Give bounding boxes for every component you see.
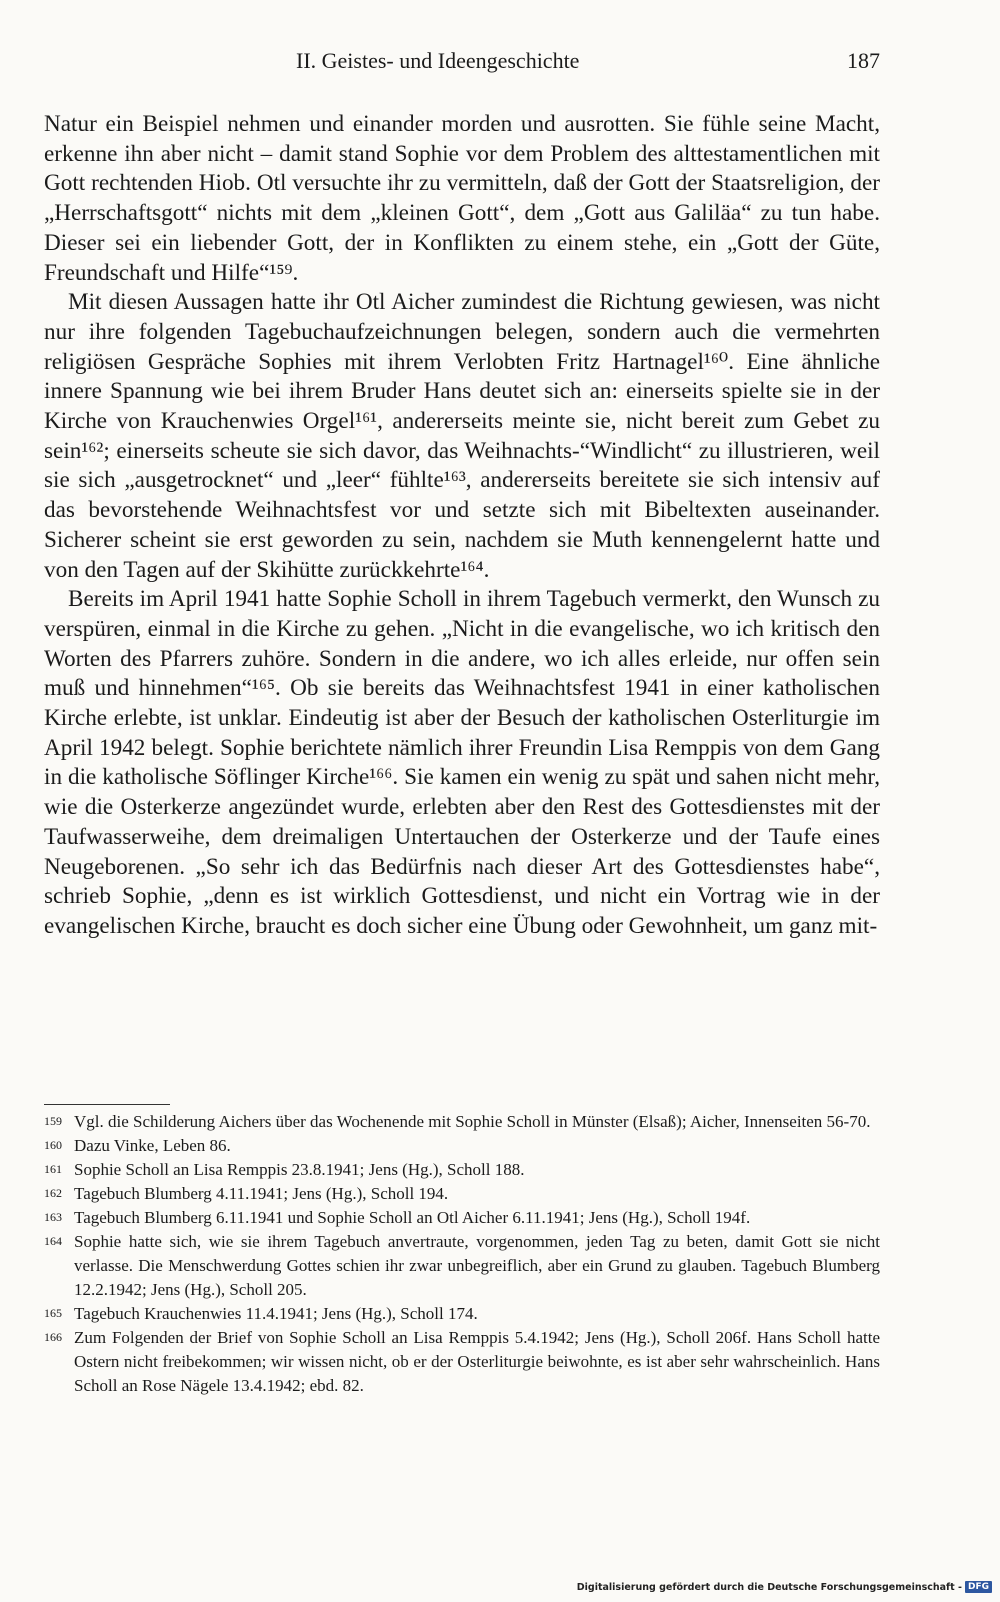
page-header — [44, 48, 880, 82]
footnote-text: Tagebuch Blumberg 4.11.1941; Jens (Hg.), Scholl 194. — [74, 1184, 449, 1203]
footnote-number: 166 — [44, 1330, 62, 1344]
footnote — [44, 1302, 880, 1326]
footnote-text: Dazu Vinke, Leben 86. — [74, 1136, 231, 1155]
footnote — [44, 1230, 880, 1302]
footnote-number: 165 — [44, 1306, 62, 1320]
footnote-text: Tagebuch Krauchenwies 11.4.1941; Jens (Hg.), Scholl 174. — [74, 1304, 478, 1323]
running-head: II. Geistes- und Ideengeschichte — [296, 48, 580, 73]
dfg-logo: DFG — [965, 1581, 992, 1593]
footnote-number: 164 — [44, 1234, 62, 1248]
footnote — [44, 1182, 880, 1206]
footnote — [44, 1206, 880, 1230]
footnote-text: Zum Folgenden der Brief von Sophie Scholl an Lisa Remppis 5.4.1942; Jens (Hg.), Scholl 206f. Hans Scholl hatte Ostern nicht freibekommen; wir wissen nicht, ob er der Osterliturgie beiwohnte, es ist aber sehr wahrscheinlich. Hans Scholl an Rose Nägele 13.4.1942; ebd. 82. — [74, 1328, 880, 1395]
footnote-number: 161 — [44, 1162, 62, 1176]
footnote-text: Sophie hatte sich, wie sie ihrem Tagebuch anvertraute, vorgenommen, jeden Tag zu beten, damit Gott sie nicht verlasse. Die Menschwerdung Gottes schien ihr zwar unbegreiflich, aber ein Grund zu glauben. Tagebuch Blumberg 12.2.1942; Jens (Hg.), Scholl 205. — [74, 1232, 880, 1299]
paragraph: Bereits im April 1941 hatte Sophie Scholl in ihrem Tagebuch vermerkt, den Wunsch zu verspüren, einmal in die Kirche zu gehen. „Nicht in die evangelische, wo ich kritisch den Worten des Pfarrers zuhöre. Sondern in die andere, wo ich alles erleide, nur offen sein muß und hinnehmen“¹⁶⁵. Ob sie bereits das Weihnachtsfest 1941 in einer katholischen Kirche erlebte, ist unklar. Eindeutig ist aber der Besuch der katholischen Osterliturgie im April 1942 belegt. Sophie berichtete nämlich ihrer Freundin Lisa Remppis von dem Gang in die katholische Söflinger Kirche¹⁶⁶. Sie kamen ein wenig zu spät und sahen nicht mehr, wie die Osterkerze angezündet wurde, erlebten aber den Rest des Gottesdienstes mit der Taufwasserweihe, dem dreimaligen Untertauchen der Osterkerze und der Taufe eines Neugeborenen. „So sehr ich das Bedürfnis nach dieser Art des Gottesdienstes habe“, schrieb Sophie, „denn es ist wirklich Gottesdienst, und nicht ein Vortrag wie in der evangelischen Kirche, braucht es doch sicher eine Übung oder Gewohnheit, um ganz mit- — [44, 586, 880, 939]
footnote-text: Tagebuch Blumberg 6.11.1941 und Sophie Scholl an Otl Aicher 6.11.1941; Jens (Hg.), Scholl 194f. — [74, 1208, 751, 1227]
footnote-number: 162 — [44, 1186, 62, 1200]
footnote — [44, 1326, 880, 1398]
credit-text: Digitalisierung gefördert durch die Deutsche Forschungsgemeinschaft - — [576, 1581, 962, 1593]
footnote-text: Sophie Scholl an Lisa Remppis 23.8.1941; Jens (Hg.), Scholl 188. — [74, 1160, 525, 1179]
paragraph: Natur ein Beispiel nehmen und einander morden und ausrotten. Sie fühle seine Macht, erkenne ihn aber nicht – damit stand Sophie vor dem Problem des alttestamentlichen mit Gott rechtenden Hiob. Otl versuchte ihr zu vermitteln, daß der Gott der Staatsreligion, der „Herrschaftsgott“ nichts mit dem „kleinen Gott“, dem „Gott aus Galiläa“ zu tun habe. Dieser sei ein liebender Gott, der in Konflikten zu einem stehe, ein „Gott der Güte, Freundschaft und Hilfe“¹⁵⁹. — [44, 111, 880, 286]
footnote — [44, 1158, 880, 1182]
footnote — [44, 1110, 880, 1134]
footnotes — [44, 1110, 880, 1398]
footnote-number: 163 — [44, 1210, 62, 1224]
footnote-number: 160 — [44, 1138, 62, 1152]
paragraph: Mit diesen Aussagen hatte ihr Otl Aicher zumindest die Richtung gewiesen, was nicht nur ihre folgenden Tagebuchaufzeichnungen belegen, sondern auch die vermehrten religiösen Gespräche Sophies mit ihrem Verlobten Fritz Hartnagel¹⁶⁰. Eine ähnliche innere Spannung wie bei ihrem Bruder Hans deutet sich an: einerseits spielte sie in der Kirche von Krauchenwies Orgel¹⁶¹, andererseits meinte sie, nicht bereit zum Gebet zu sein¹⁶²; einerseits scheute sie sich davor, das Weihnachts-“Windlicht“ zu illustrieren, weil sie sich „ausgetrocknet“ und „leer“ fühlte¹⁶³, andererseits bereitete sie sich intensiv auf das bevorstehende Weihnachtsfest vor und setzte sich mit Bibeltexten auseinander. Sicherer scheint sie erst geworden zu sein, nachdem sie Muth kennengelernt hatte und von den Tagen auf der Skihütte zurückkehrte¹⁶⁴. — [44, 289, 880, 583]
digitization-credit — [577, 1578, 992, 1596]
footnote-number: 159 — [44, 1114, 62, 1128]
footnote-text: Vgl. die Schilderung Aichers über das Wochenende mit Sophie Scholl in Münster (Elsaß); Aicher, Innenseiten 56-70. — [74, 1112, 871, 1131]
page-number: 187 — [847, 48, 880, 73]
footnote-rule — [44, 1104, 170, 1105]
footnote — [44, 1134, 880, 1158]
body-text — [44, 110, 880, 942]
